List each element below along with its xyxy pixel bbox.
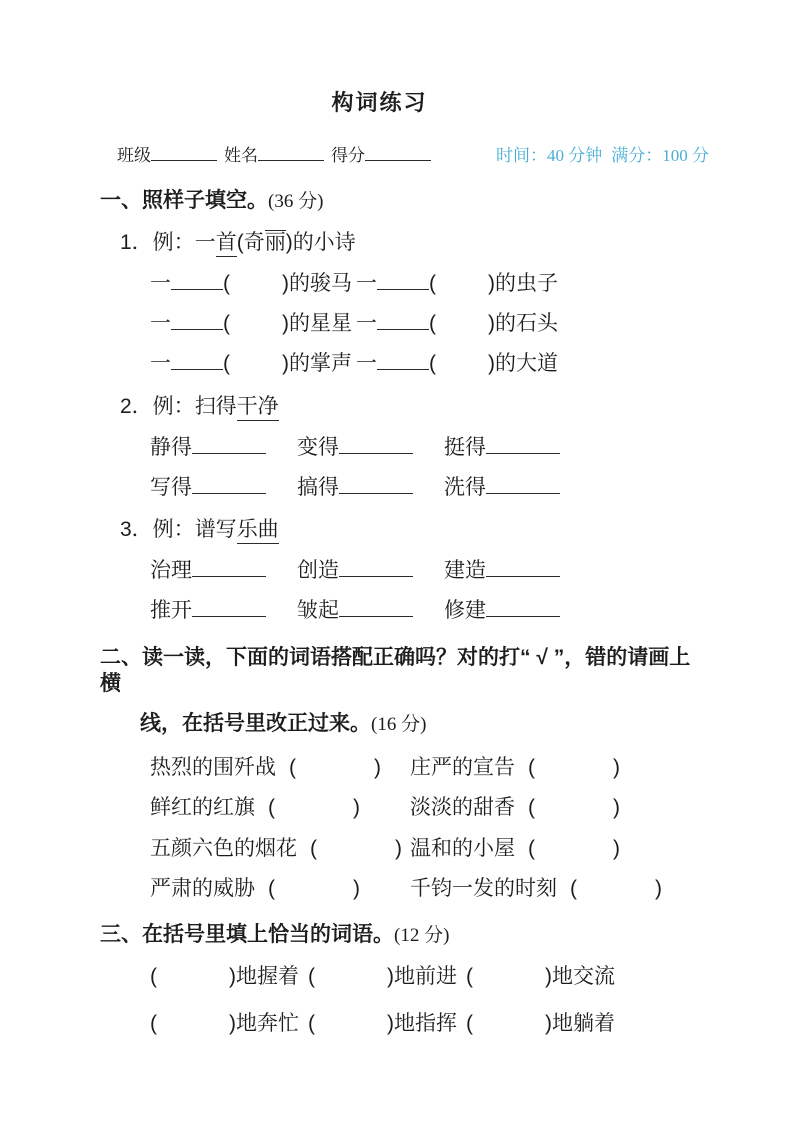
score-label: 得分 (331, 146, 365, 165)
unit-label: 搞得 (297, 476, 339, 499)
blank-line (339, 479, 413, 494)
name-label: 姓名 (224, 146, 258, 165)
class-field (117, 144, 217, 168)
answer-space (436, 366, 488, 370)
unit-label: 推开 (150, 599, 192, 622)
judge-item (410, 795, 620, 821)
paren-close: ) (488, 312, 495, 335)
judge-item (150, 876, 410, 902)
paren-close: ) (387, 965, 394, 988)
paren-fill-unit (150, 964, 308, 990)
example-answer-part: 奇 (243, 231, 265, 254)
fill-blank-unit (150, 598, 297, 624)
time-note: 时间：40 分钟 (496, 146, 603, 165)
paren-fill-unit (308, 964, 466, 990)
answer-space (157, 979, 229, 983)
judge-item (410, 876, 662, 902)
fill-blank-row (100, 598, 703, 624)
blank-line (192, 439, 266, 454)
answer-space (157, 1026, 229, 1030)
fill-blank-row (100, 475, 703, 501)
exam-info (496, 144, 709, 168)
paren-fill-row (100, 1011, 703, 1037)
paren-open: ( (528, 837, 535, 860)
unit-suffix: 地指挥 (394, 1012, 457, 1035)
paren-open: ( (223, 312, 230, 335)
section-three-title: 三、在括号里填上恰当的词语。 (100, 923, 394, 946)
unit-label: 修建 (444, 599, 486, 622)
paren-close: ) (613, 837, 620, 860)
paren-open: ( (528, 796, 535, 819)
fill-blank-row (100, 351, 703, 377)
paren-close: ) (488, 352, 495, 375)
section-one-title: 一、照样子填空。 (100, 189, 268, 212)
paren-close: ) (285, 231, 293, 254)
unit-label: 皱起 (297, 599, 339, 622)
unit-label: 静得 (150, 436, 192, 459)
class-label: 班级 (117, 146, 151, 165)
paren-close: ) (655, 877, 662, 900)
unit-label: 变得 (297, 436, 339, 459)
unit-prefix: 一 (356, 312, 377, 335)
unit-prefix: 一 (150, 352, 171, 375)
blank-line (377, 355, 429, 370)
fill-blank-unit (150, 475, 297, 501)
spacer (515, 770, 528, 774)
judge-row (100, 876, 703, 902)
paren-fill-unit (150, 1011, 308, 1037)
example-suffix: 的小诗 (292, 231, 356, 254)
paren-open: ( (308, 965, 315, 988)
answer-space (315, 979, 387, 983)
fill-blank-unit (297, 435, 444, 461)
answer-space (473, 979, 545, 983)
paren-open: ( (268, 796, 275, 819)
answer-space (317, 851, 395, 855)
paren-close: ) (613, 756, 620, 779)
blank-line (486, 562, 560, 577)
unit-prefix: 一 (150, 272, 171, 295)
score-blank-line (365, 146, 431, 161)
fill-blank-row (100, 271, 703, 297)
blank-line (377, 315, 429, 330)
paren-open: ( (466, 965, 473, 988)
unit-label: 洗得 (444, 476, 486, 499)
blank-line (486, 479, 560, 494)
unit-suffix: 地握着 (236, 965, 299, 988)
answer-space (473, 1026, 545, 1030)
name-blank-line (258, 146, 324, 161)
student-info-row (100, 144, 709, 168)
spacer (557, 891, 570, 895)
phrase-text: 鲜红的红旗 (150, 796, 255, 819)
unit-label: 写得 (150, 476, 192, 499)
paren-open: ( (308, 1012, 315, 1035)
fill-blank-unit (444, 435, 560, 461)
unit-suffix: 的大道 (495, 352, 558, 375)
paren-open: ( (466, 1012, 473, 1035)
example-prefix: 一 (194, 231, 216, 254)
blank-line (171, 355, 223, 370)
phrase-text: 庄严的宣告 (410, 756, 515, 779)
answer-space (230, 286, 282, 290)
answer-space (275, 810, 353, 814)
paren-fill-unit (466, 1011, 615, 1037)
paren-close: ) (229, 1012, 236, 1035)
fill-blank-unit (356, 311, 558, 337)
section-one-points: (36 分) (268, 191, 324, 212)
section-two-heading-line1: 二、读一读，下面的词语搭配正确吗？对的打“ √ ”，错的请画上横 (100, 646, 691, 695)
page-title: 构词练习 (331, 90, 428, 115)
spacer (515, 851, 528, 855)
blank-line (486, 602, 560, 617)
spacer (515, 810, 528, 814)
paren-close: ) (374, 756, 381, 779)
unit-label: 创造 (297, 559, 339, 582)
blank-line (377, 275, 429, 290)
item2-number: 2．例： (120, 395, 195, 418)
judge-item (150, 795, 410, 821)
blank-line (192, 562, 266, 577)
fill-blank-unit (444, 598, 560, 624)
paren-open: ( (528, 756, 535, 779)
phrase-text: 淡淡的甜香 (410, 796, 515, 819)
name-field (224, 144, 324, 168)
judge-row (100, 795, 703, 821)
paren-close: ) (488, 272, 495, 295)
fill-blank-unit (297, 598, 444, 624)
fill-blank-row (100, 311, 703, 337)
spacer (255, 810, 268, 814)
paren-open: ( (150, 1012, 157, 1035)
unit-suffix: 的掌声 (289, 352, 352, 375)
fill-blank-unit (150, 435, 297, 461)
spacer (297, 851, 310, 855)
answer-space (436, 326, 488, 330)
answer-space (275, 891, 353, 895)
fill-blank-unit (297, 475, 444, 501)
paren-close: ) (229, 965, 236, 988)
unit-suffix: 地奔忙 (236, 1012, 299, 1035)
fill-blank-unit (444, 558, 560, 584)
unit-suffix: 地前进 (394, 965, 457, 988)
judge-row (100, 836, 703, 862)
unit-prefix: 一 (356, 352, 377, 375)
paren-open: ( (236, 231, 244, 254)
example-underlined-word: 乐曲 (237, 518, 279, 544)
section-two-points: (16 分) (371, 714, 427, 735)
fill-blank-unit (150, 271, 356, 297)
paren-open: ( (223, 352, 230, 375)
phrase-text: 温和的小屋 (410, 837, 515, 860)
item3-number: 3．例： (120, 518, 195, 541)
example-underlined-word: 干净 (237, 395, 279, 421)
paren-close: ) (353, 796, 360, 819)
answer-space (436, 286, 488, 290)
score-field (331, 144, 431, 168)
example-prefix: 扫得 (194, 395, 237, 418)
item1-example-line (100, 229, 703, 257)
paren-open: ( (268, 877, 275, 900)
unit-suffix: 地交流 (552, 965, 615, 988)
paren-open: ( (223, 272, 230, 295)
section-three-points: (12 分) (394, 925, 450, 946)
fill-blank-unit (150, 311, 356, 337)
example-prefix: 谱写 (194, 518, 237, 541)
answer-space (315, 1026, 387, 1030)
unit-label: 治理 (150, 559, 192, 582)
section-two-heading-line2 (100, 711, 703, 738)
paren-close: ) (282, 312, 289, 335)
section-three-heading (100, 922, 703, 949)
paren-fill-unit (466, 964, 615, 990)
fill-blank-unit (444, 475, 560, 501)
phrase-text: 五颜六色的烟花 (150, 837, 297, 860)
unit-label: 建造 (444, 559, 486, 582)
judge-row (100, 755, 703, 781)
example-overlined-word: 丽 (264, 231, 286, 254)
fill-blank-row (100, 558, 703, 584)
item3-example-line (100, 516, 703, 544)
blank-line (192, 602, 266, 617)
paren-close: ) (395, 837, 402, 860)
blank-line (339, 439, 413, 454)
answer-space (535, 851, 613, 855)
paren-open: ( (429, 272, 436, 295)
judge-item (410, 755, 620, 781)
unit-suffix: 的星星 (289, 312, 352, 335)
unit-suffix: 的骏马 (289, 272, 352, 295)
section-two-heading-text: 线，在括号里改正过来。 (140, 712, 371, 735)
paren-close: ) (282, 272, 289, 295)
phrase-text: 千钧一发的时刻 (410, 877, 557, 900)
unit-suffix: 的石头 (495, 312, 558, 335)
fill-blank-unit (297, 558, 444, 584)
judge-item (150, 755, 410, 781)
class-blank-line (151, 146, 217, 161)
paren-open: ( (429, 312, 436, 335)
judge-item (410, 836, 620, 862)
unit-suffix: 地躺着 (552, 1012, 615, 1035)
answer-space (230, 366, 282, 370)
answer-space (577, 891, 655, 895)
item1-number: 1．例： (120, 231, 195, 254)
spacer (255, 891, 268, 895)
paren-close: ) (613, 796, 620, 819)
paren-open: ( (289, 756, 296, 779)
unit-prefix: 一 (356, 272, 377, 295)
answer-space (296, 770, 374, 774)
paren-open: ( (150, 965, 157, 988)
fill-blank-unit (356, 351, 558, 377)
fill-blank-unit (356, 271, 558, 297)
paren-open: ( (429, 352, 436, 375)
blank-line (171, 315, 223, 330)
answer-space (230, 326, 282, 330)
paren-open: ( (310, 837, 317, 860)
answer-space (535, 810, 613, 814)
paren-close: ) (545, 1012, 552, 1035)
answer-space (535, 770, 613, 774)
spacer (276, 770, 289, 774)
judge-item (150, 836, 410, 862)
blank-line (171, 275, 223, 290)
unit-prefix: 一 (150, 312, 171, 335)
item2-example-line (100, 393, 703, 421)
phrase-text: 热烈的围歼战 (150, 756, 276, 779)
paren-close: ) (353, 877, 360, 900)
fill-blank-row (100, 435, 703, 461)
paren-open: ( (570, 877, 577, 900)
blank-line (486, 439, 560, 454)
paren-close: ) (282, 352, 289, 375)
paren-fill-row (100, 964, 703, 990)
fill-blank-unit (150, 558, 297, 584)
unit-label: 挺得 (444, 436, 486, 459)
full-score-note: 满分：100 分 (611, 146, 709, 165)
phrase-text: 严肃的威胁 (150, 877, 255, 900)
blank-line (339, 562, 413, 577)
fill-blank-unit (150, 351, 356, 377)
unit-suffix: 的虫子 (495, 272, 558, 295)
example-underlined-word: 首 (216, 231, 237, 257)
blank-line (339, 602, 413, 617)
paren-close: ) (387, 1012, 394, 1035)
section-one-heading (100, 188, 703, 215)
blank-line (192, 479, 266, 494)
paren-fill-unit (308, 1011, 466, 1037)
paren-close: ) (545, 965, 552, 988)
